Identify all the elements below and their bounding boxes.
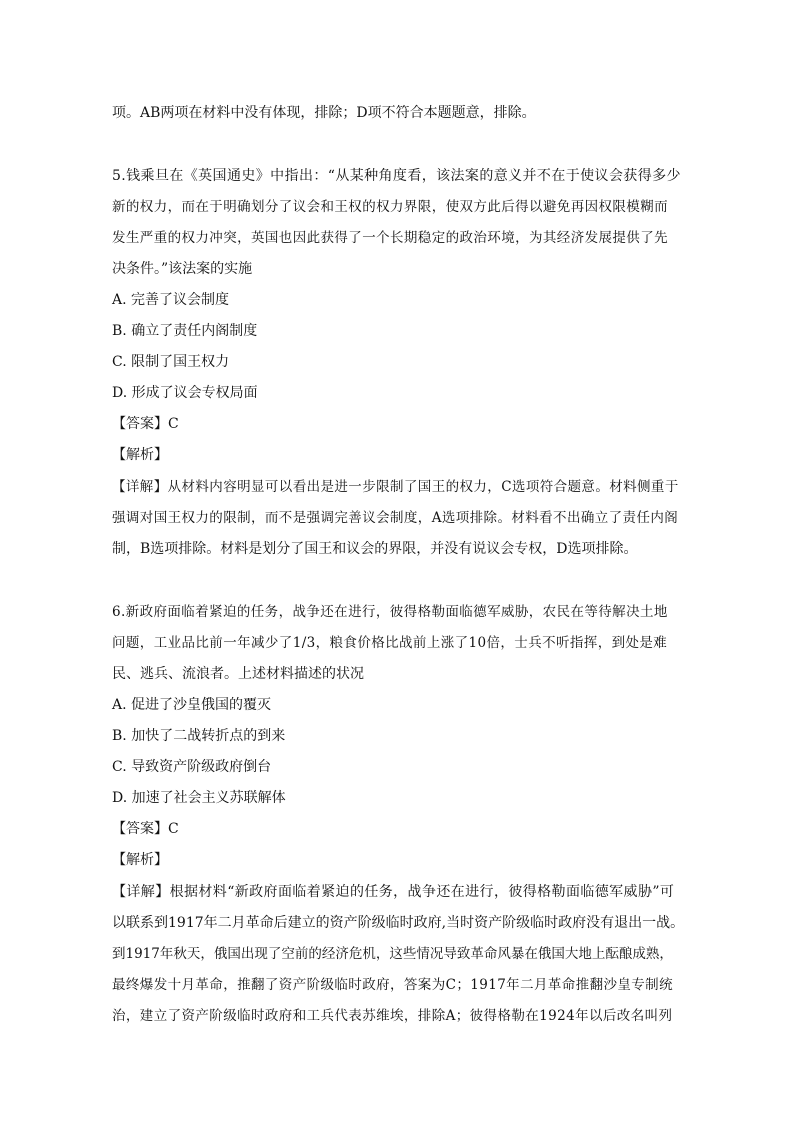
q5-option-d: D. 形成了议会专权局面	[112, 385, 258, 401]
q6-detail-line: 以联系到1917年二月革命后建立的资产阶级临时政府,当时资产阶级临时政府没有退出一战。	[112, 915, 685, 931]
q5-detail-line: 强调对国王权力的限制，而不是强调完善议会制度，A选项排除。材料看不出确立了责任内阁	[112, 510, 679, 526]
q5-stem-line: 发生严重的权力冲突，英国也因此获得了一个长期稳定的政治环境，为其经济发展提供了先	[112, 230, 668, 246]
q6-option-c: C. 导致资产阶级政府倒台	[112, 759, 272, 775]
q5-option-c: C. 限制了国王权力	[112, 354, 230, 370]
q5-option-a: A. 完善了议会制度	[112, 292, 230, 308]
q6-detail-line: 到1917年秋天，俄国出现了空前的经济危机，这些情况导致革命风暴在俄国大地上酝酿成熟，	[112, 946, 673, 962]
q6-stem-line: 民、逃兵、流浪者。上述材料描述的状况	[112, 666, 364, 682]
q5-answer: 【答案】C	[112, 416, 179, 432]
q5-option-b: B. 确立了责任内阁制度	[112, 323, 258, 339]
q6-answer: 【答案】C	[112, 821, 179, 837]
q6-stem-line: 6.新政府面临着紧迫的任务，战争还在进行，彼得格勒面临德军威胁，农民在等待解决土地	[112, 604, 668, 620]
q5-stem-line: 5.钱乘旦在《英国通史》中指出：“从某种角度看，该法案的意义并不在于使议会获得多少	[112, 168, 681, 184]
q5-stem-line: 新的权力，而在于明确划分了议会和王权的权力界限，使双方此后得以避免再因权限模糊而	[112, 199, 668, 215]
q6-detail-line: 【详解】根据材料“新政府面临着紧迫的任务，战争还在进行，彼得格勒面临德军威胁”可	[112, 884, 675, 900]
q6-option-b: B. 加快了二战转折点的到来	[112, 728, 286, 744]
q5-stem-line: 决条件。”该法案的实施	[112, 261, 253, 277]
q6-option-a: A. 促进了沙皇俄国的覆灭	[112, 697, 272, 713]
q6-stem-line: 问题，工业品比前一年减少了1/3，粮食价格比战前上涨了10倍，士兵不听指挥，到处是难	[112, 635, 668, 651]
q6-detail-line: 治，建立了资产阶级临时政府和工兵代表苏维埃，排除A；彼得格勒在1924年以后改名叫列	[112, 1008, 673, 1024]
q6-analysis-label: 【解析】	[112, 852, 168, 868]
q5-detail-line: 【详解】从材料内容明显可以看出是进一步限制了国王的权力，C选项符合题意。材料侧重于	[112, 479, 679, 495]
q6-detail-line: 最终爆发十月革命，推翻了资产阶级临时政府，答案为C；1917年二月革命推翻沙皇专制统	[112, 977, 673, 993]
intro-text: 项。AB两项在材料中没有体现，排除；D项不符合本题题意，排除。	[112, 105, 536, 121]
q5-analysis-label: 【解析】	[112, 447, 168, 463]
q5-detail-line: 制，B选项排除。材料是划分了国王和议会的界限，并没有说议会专权，D选项排除。	[112, 541, 638, 557]
q6-option-d: D. 加速了社会主义苏联解体	[112, 790, 286, 806]
